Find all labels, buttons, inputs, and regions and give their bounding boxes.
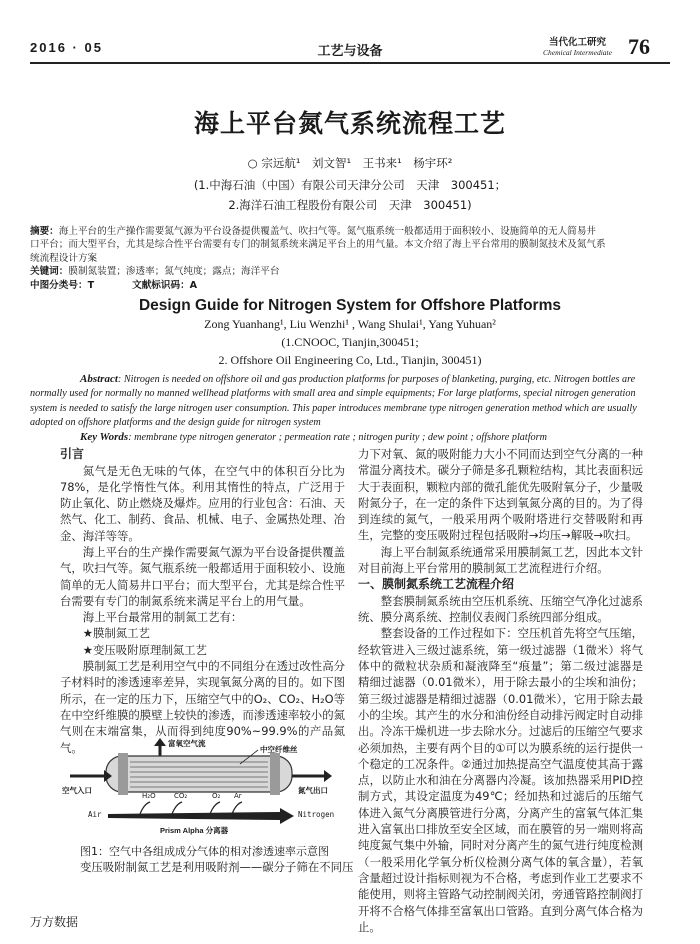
- figure-1-caption: 图1：空气中各组成成分气体的相对渗透速率示意图: [80, 845, 329, 858]
- intro-heading: 引言: [60, 447, 85, 461]
- list-item-psa: ★变压吸附原理制氮工艺: [82, 642, 207, 657]
- keywords-cn-label: 关键词：: [30, 266, 69, 278]
- left-paragraph-4: 膜制氮工艺是利用空气中的不同组分在透过改性高分子材料时的渗透速率差异，实现氧氮分离的目的。如下图所示，在一定的压力下，压缩空气中的O₂、CO₂、H₂O等在中空纤维膜的膜壁上较快的渗透，而渗透速率较小的氮气则在末端富集，从而得到纯度90%~99.9%的产品氮气。: [60, 659, 345, 755]
- label-n2-outlet: 氮气出口: [298, 786, 328, 795]
- right-column: [358, 446, 643, 935]
- authors-cn: ○ 宗远航¹ 刘文智¹ 王书来¹ 杨宇环²: [247, 156, 453, 170]
- affiliation-cn-1: (1.中海石油（中国）有限公司天津分公司 天津 300451；: [193, 178, 507, 192]
- label-ar: Ar: [234, 792, 242, 800]
- keywords-en-label: Key Words: [80, 431, 129, 444]
- separator-flange-right: [270, 753, 280, 795]
- affiliation-en-2: 2. Offshore Oil Engineering Co, Ltd., Tianjin, 300451): [218, 353, 482, 367]
- footer-source: 万方数据: [30, 915, 79, 929]
- list-item-membrane: ★膜制氮工艺: [82, 626, 150, 641]
- journal-name-en: Chemical Intermediate: [543, 48, 612, 57]
- left-paragraph-2: 海上平台的生产操作需要氮气源为平台设备提供覆盖气，吹扫气等。氮气瓶系统一般都适用于面积较小、设施简单的无人简易井口平台；而大型平台，尤其是综合性平台需要有专门的制氮系统来满足平台上的用气量。: [60, 544, 345, 608]
- page-number: 76: [628, 34, 650, 59]
- label-air: Air: [88, 810, 102, 819]
- keywords-en: [30, 430, 675, 445]
- abstract-en-label: Abstract: [80, 373, 118, 385]
- abstract-cn: [30, 225, 670, 292]
- journal-name-cn: 当代化工研究: [548, 37, 606, 48]
- right-paragraph-3: 整套膜制氮系统由空压机系统、压缩空气净化过滤系统、膜分离系统、控制仪表阀门系统四部分组成。: [358, 593, 643, 625]
- clc-label: 中图分类号：: [30, 279, 88, 291]
- label-air-inlet: 空气入口: [62, 786, 92, 795]
- n2-outlet-arrowhead: [324, 770, 332, 782]
- right-paragraph-2: 海上平台制氮系统通常采用膜制氮工艺，因此本文针对目前海上平台常用的膜制氮工艺流程进行介绍。: [358, 544, 643, 576]
- journal-logo: [530, 37, 625, 58]
- permeation-arrow: [108, 808, 294, 824]
- header-issue: 2016 · 05: [30, 40, 103, 55]
- left-paragraph-1: 氮气是无色无味的气体，在空气中的体积百分比为78%，是化学惰性气体。利用其惰性的特点，广泛用于防止氧化、防止燃烧及爆炸。应用的行业包含：石油、天然气、化工、制药、食品、机械、电子、金属热处理、冶金、海洋等等。: [60, 463, 345, 543]
- label-h2o: H₂O: [142, 792, 156, 800]
- affiliation-cn-2: 2.海洋石油工程股份有限公司 天津 300451): [228, 198, 472, 212]
- abstract-en-text-1: : Nitrogen is needed on offshore oil and gas production platforms for purposes of blanketing, purging, etc. Nitrogen bottles are: [117, 374, 636, 385]
- doc-label: 文献标识码：: [132, 279, 190, 291]
- affiliation-en-1: (1.CNOOC, Tianjin,300451;: [281, 335, 419, 349]
- label-co2: CO₂: [174, 792, 188, 800]
- abstract-cn-text-1: 海上平台的生产操作需要氮气源为平台设备提供覆盖气、吹扫气等。氮气瓶系统一般都适用于面积较小、设施简单的无人简易井: [58, 226, 597, 237]
- keywords-cn-text: 膜制氮装置；渗透率；氮气纯度；露点；海洋平台: [68, 266, 280, 278]
- section-heading-1: 一、膜制氮系统工艺流程介绍: [358, 577, 515, 592]
- authors-en: Zong Yuanhang¹, Liu Wenzhi¹ , Wang Shulai¹, Yang Yuhuan²: [204, 317, 496, 331]
- abstract-en-line-1: [30, 372, 675, 387]
- left-paragraph-3: 海上平台最常用的制氮工艺有：: [82, 610, 243, 625]
- label-prism-separator: Prism Alpha 分离器: [160, 826, 229, 835]
- label-enriched-o2: 富氧空气流: [168, 739, 206, 748]
- abstract-en-line-2: normally used for normally no manned wellhead platforms with small area and simple equipments; For large platforms, special nitrogen generation: [30, 388, 636, 400]
- left-paragraph-5: 变压吸附制氮工艺是利用吸附剂——碳分子筛在不同压: [80, 860, 354, 874]
- doc-value: A: [189, 279, 198, 291]
- figure-1: [60, 736, 345, 836]
- permeation-curves: [140, 802, 242, 814]
- label-hollow-fiber: 中空纤维丝: [260, 745, 298, 754]
- abstract-cn-label: 摘要：: [30, 226, 59, 237]
- header-rule: [30, 62, 670, 64]
- enriched-o2-arrowhead: [154, 738, 166, 746]
- right-paragraph-4: 整套设备的工作过程如下：空压机首先将空气压缩，经软管进入三级过滤系统，第一级过滤器（1微米）将气体中的微粒状杂质和凝液降至“痕量”；第二级过滤器是精细过滤器（0.01微米），用于除去最小的尘埃和油份；第三级过滤器是精细过滤器（0.01微米），它用于除去最小的尘埃。其产生的水分和油份经自动排污阀定时自动排出。冷冻干燥机进一步去除水分。过滤后的压缩空气要求必须加热，主要有两个目的①可以为膜系统的运行提供一个稳定的工况条件。②通过加热提高空气温度使其高于露点，以防止水和油在分离器内冷凝。该加热器采用PID控制方式，其设定温度为49℃；经加热和过滤后的压缩气体进入氮气分离膜管进行分离，分离产生的富氧气体汇集进入富氧出口排放至安全区域，而在膜管的另一端则将高纯度氮气集中外输，同时对分离产生的氮气进行纯度检测（一般采用化学氧分析仪检测分离气体的氧含量），若氧含量超过设计指标则视为不合格，考虑到作业工艺要求不能使用，则将主管路气动控制阀关闭，旁通管路控制阀打开将不合格气体排至富氧出口管路。直到分离气体合格为止。: [358, 626, 643, 934]
- keywords-en-text: : membrane type nitrogen generator ; permeation rate ; nitrogen purity ; dew point ; offshore platform: [128, 432, 547, 444]
- abstract-cn-line-3: 统流程设计方案: [30, 252, 98, 264]
- abstract-cn-line-2: 口平台；而大型平台，尤其是综合性平台需要有专门的制氮系统来满足平台上的用气量。本文介绍了海上平台常用的膜制氮技术及氮气系: [30, 239, 606, 251]
- abstract-en-line-4: adopted on offshore platforms and the design guide for nitrogen system: [30, 416, 321, 428]
- keywords-cn: [30, 265, 670, 278]
- left-column: [60, 446, 345, 756]
- abstract-cn-line-1: [30, 225, 670, 238]
- header-section: 工艺与设备: [317, 43, 383, 58]
- clc-value: T: [87, 279, 95, 291]
- label-o2: O₂: [212, 792, 221, 800]
- label-nitrogen: Nitrogen: [298, 810, 335, 819]
- right-paragraph-1: 力下对氧、氮的吸附能力大小不同而达到空气分离的一种常温分离技术。碳分子筛是多孔颗粒结构，其比表面积远大于表面积，颗粒内部的微孔能优先吸附氧分子，少量吸附氮分子，在一定的条件下达到氧氮分离的目的。为了得到连续的氮气，一般采用两个吸附塔进行交替吸附和再生，完整的变压吸附过程包括吸附→均压→解吸→吹扫。: [358, 447, 643, 543]
- abstract-en: [30, 372, 675, 445]
- abstract-en-line-3: system is needed to satisfy the large nitrogen user consumption. This paper introduces membrane type nitrogen generation method which are usually: [30, 402, 637, 414]
- title-en: Design Guide for Nitrogen System for Offshore Platforms: [138, 297, 561, 314]
- classification-line: [30, 279, 670, 292]
- separator-flange-left: [118, 753, 128, 795]
- title-cn: 海上平台氮气系统流程工艺: [193, 110, 506, 138]
